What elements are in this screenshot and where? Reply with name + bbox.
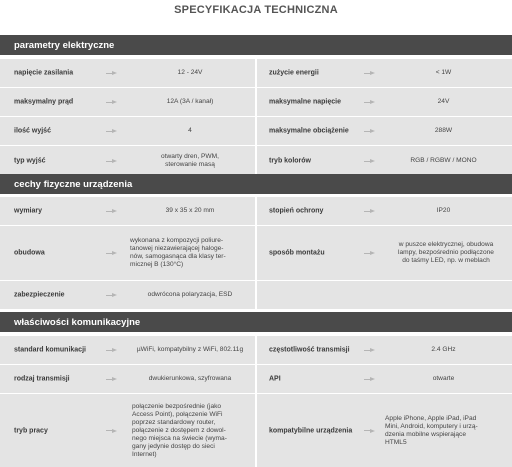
arrow-right-icon bbox=[370, 100, 375, 104]
spec-label: zabezpieczenie bbox=[14, 291, 65, 299]
spec-label: tryb pracy bbox=[14, 427, 48, 434]
spec-value: 39 x 35 x 20 mm bbox=[165, 207, 215, 214]
empty-cell bbox=[257, 281, 512, 309]
table-row bbox=[0, 197, 512, 226]
section-heading-electrical: parametry elektryczne bbox=[0, 35, 512, 55]
arrow-right-icon bbox=[370, 251, 375, 255]
spec-label: maksymalne obciążenie bbox=[269, 127, 349, 135]
arrow-right-icon bbox=[370, 129, 375, 133]
arrow-right-icon bbox=[112, 129, 117, 133]
arrow-right-icon bbox=[112, 251, 117, 255]
table-row bbox=[0, 365, 512, 394]
arrow-right-icon bbox=[370, 209, 375, 213]
table-row bbox=[0, 59, 512, 88]
spec-value: połączenie bezpośrednie (jako Access Point), połączenie WiFi poprzez standardowy router, połączenie z dostępem z dowol- nego miejsca na świecie (wyma- gany jedynie dostęp do sieci Internet) bbox=[132, 402, 227, 458]
table-row bbox=[0, 146, 512, 177]
spec-label: rodzaj transmisji bbox=[14, 375, 70, 383]
spec-value: 2.4 GHz bbox=[431, 346, 456, 353]
spec-value: 12 - 24V bbox=[177, 69, 203, 76]
table-row bbox=[0, 336, 512, 365]
table-row bbox=[0, 281, 512, 310]
arrow-right-icon bbox=[112, 209, 117, 213]
arrow-right-icon bbox=[112, 377, 117, 381]
spec-label: ilość wyjść bbox=[14, 127, 51, 135]
spec-value: 4 bbox=[188, 127, 192, 134]
spec-value: w puszce elektrycznej, obudowa lampy, bezpośrednio podłączone do taśmy LED, np. w meblach bbox=[398, 241, 494, 264]
arrow-right-icon bbox=[370, 348, 375, 352]
table-row bbox=[0, 117, 512, 146]
arrow-right-icon bbox=[112, 293, 117, 297]
spec-label: maksymalny prąd bbox=[14, 98, 74, 106]
arrow-right-icon bbox=[112, 100, 117, 104]
spec-label: zużycie energii bbox=[269, 69, 319, 77]
spec-label: wymiary bbox=[14, 207, 43, 215]
spec-value: odwrócona polaryzacja, ESD bbox=[147, 291, 233, 298]
spec-value: 12A (3A / kanał) bbox=[166, 98, 214, 105]
spec-value: < 1W bbox=[435, 69, 452, 76]
table-row bbox=[0, 394, 512, 467]
arrow-right-icon bbox=[112, 348, 117, 352]
spec-label: kompatybilne urządzenia bbox=[269, 427, 353, 434]
arrow-right-icon bbox=[112, 429, 117, 433]
spec-value: Apple iPhone, Apple iPad, iPad Mini, Android, komputery i urzą- dzenia mobilne wspierające HTML5 bbox=[385, 414, 478, 446]
spec-label: API bbox=[269, 375, 281, 383]
spec-label: typ wyjść bbox=[14, 157, 46, 165]
spec-value: 288W bbox=[434, 127, 453, 134]
spec-value: wykonana z kompozycji poliure- tanowej niezawierającej haloge- nów, samogasnąca dla klasy ter- micznej B (130°C) bbox=[130, 237, 226, 268]
spec-value: µWiFi, kompatybilny z WiFi, 802.11g bbox=[136, 346, 244, 353]
spec-value: otwarty dren, PWM, sterowanie masą bbox=[161, 153, 219, 168]
table-row bbox=[0, 88, 512, 117]
spec-value: 24V bbox=[437, 98, 450, 105]
spec-value: RGB / RGBW / MONO bbox=[410, 157, 477, 164]
spec-label: tryb kolorów bbox=[269, 157, 312, 165]
spec-label: maksymalne napięcie bbox=[269, 98, 341, 106]
spec-label: obudowa bbox=[14, 249, 45, 257]
spec-value: IP20 bbox=[436, 207, 451, 214]
spec-label: częstotliwość transmisji bbox=[269, 346, 350, 354]
spec-value: otwarte bbox=[432, 375, 455, 382]
arrow-right-icon bbox=[112, 71, 117, 75]
spec-value: dwukierunkowa, szyfrowana bbox=[148, 375, 232, 382]
page-title: SPECYFIKACJA TECHNICZNA bbox=[174, 4, 338, 16]
spec-label: sposób montażu bbox=[269, 249, 325, 257]
arrow-right-icon bbox=[370, 377, 375, 381]
arrow-right-icon bbox=[112, 159, 117, 163]
arrow-right-icon bbox=[370, 429, 375, 433]
arrow-right-icon bbox=[370, 71, 375, 75]
section-heading-communication: właściwości komunikacyjne bbox=[0, 312, 512, 332]
spec-label: standard komunikacji bbox=[14, 346, 86, 354]
spec-label: napięcie zasilania bbox=[14, 69, 74, 77]
spec-label: stopień ochrony bbox=[269, 207, 324, 215]
table-row bbox=[0, 226, 512, 281]
section-heading-physical: cechy fizyczne urządzenia bbox=[0, 174, 512, 194]
arrow-right-icon bbox=[370, 159, 375, 163]
